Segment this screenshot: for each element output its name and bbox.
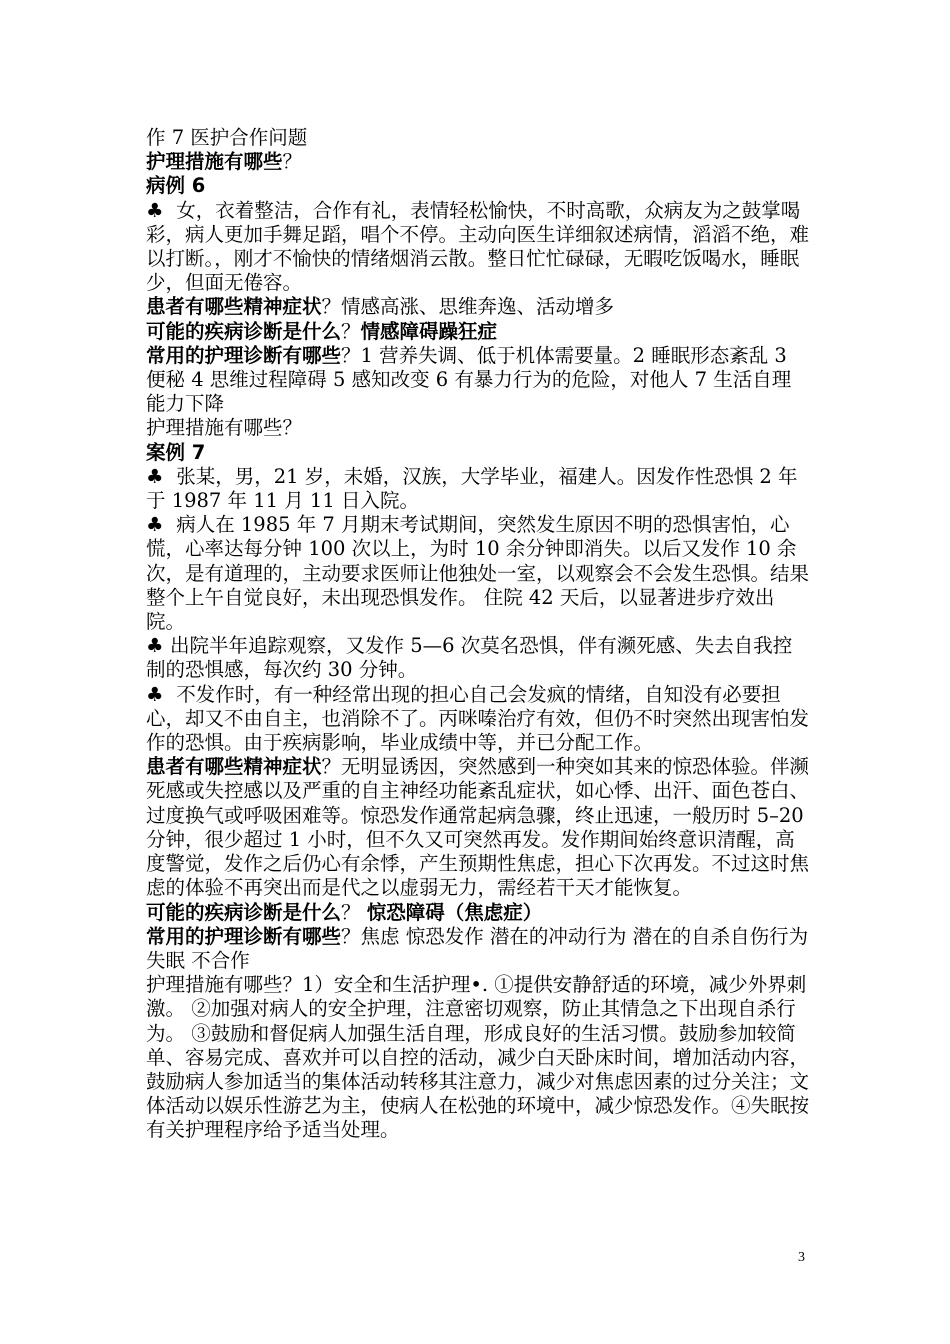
paragraph [146,295,810,319]
bold-heading: 案例 7 [146,440,206,464]
paragraph-text: ？1 营养失调、低于机体需要量。2 睡眠形态紊乱 3 便秘 4 思维过程障碍 5 感知改变 6 有暴力行为的危险，对他人 7 生活自理能力下降 [146,343,792,416]
paragraph [146,199,810,296]
bold-heading: 护理措施有哪些 [146,150,283,174]
paragraph [146,174,810,198]
paragraph [146,683,810,756]
club-bullet-icon: ♣ [146,198,164,222]
bold-diagnosis: 惊恐障碍（焦虑症） [366,900,543,924]
bold-diagnosis: 情感障碍躁狂症 [360,319,498,343]
bold-heading: 患者有哪些精神症状 [146,295,322,319]
paragraph-text: 护理措施有哪些？ [146,416,303,440]
paragraph-text: ？ [282,150,303,174]
document-body [146,126,810,1143]
club-bullet-icon: ♣ [146,513,164,537]
paragraph [146,150,810,174]
bold-heading: 病例 6 [146,174,206,198]
paragraph-text: 女，衣着整洁，合作有礼，表情轻松愉快，不时高歌，众病友为之鼓掌喝彩，病人更加手舞足蹈，唱个不停。主动向医生详细叙述病情，滔滔不绝，难以打断。，刚才不愉快的情绪烟消云散。整日忙忙碌碌，无暇吃饭喝水，睡眠少，但面无倦容。 [146,198,810,295]
paragraph [146,441,810,465]
paragraph-text: ？ [341,319,361,343]
paragraph-text: 不发作时，有一种经常出现的担心自己会发疯的情绪，自知没有必要担心，却又不由自主，也消除不了。丙咪嗪治疗有效，但仍不时突然出现害怕发作的恐惧。由于疾病影响，毕业成绩中等，并已分配工作。 [146,682,810,755]
paragraph-text: ？焦虑 惊恐发作 潜在的冲动行为 潜在的自杀自伤行为 失眠 不合作 [146,924,809,972]
paragraph-text: 张某，男，21 岁，未婚，汉族，大学毕业，福建人。因发作性恐惧 2 年于 1987 年 11 月 11 日入院。 [146,464,798,513]
page-number: 3 [798,1250,805,1265]
paragraph [146,320,810,344]
club-bullet-icon: ♣ [146,682,164,706]
bold-heading: 常用的护理诊断有哪些 [146,343,342,367]
paragraph-text: 作 7 医护合作问题 [146,126,308,149]
paragraph [146,755,810,900]
paragraph-text: 病人在 1985 年 7 月期末考试期间，突然发生原因不明的恐惧害怕，心慌，心率达每分钟 100 次以上，为时 10 余分钟即消失。以后又发作 10 余次，是有道理的，主动要求医师让他独处一室，以观察会不会发生恐惧。结果整个上午自觉良好，未出现恐惧发作。 住院 42 天后，以显著进步疗效出院。 [146,513,810,634]
paragraph-text: ？情感高涨、思维奔逸、活动增多 [321,295,615,319]
paragraph [146,465,810,513]
paragraph [146,344,810,417]
paragraph-text: ？无明显诱因，突然感到一种突如其来的惊恐体验。伴濒死感或失控感以及严重的自主神经功能紊乱症状，如心悸、出汗、面色苍白、过度换气或呼吸困难等。惊恐发作通常起病急骤，终止迅速，一般历时 5–20 分钟，很少超过 1 小时，但不久又可突然再发。发作期间始终意识清醒，高度警觉，发作之后仍心有余悸，产生预期性焦虑，担心下次再发。不过这时焦虑的体验不再突出而是代之以虚弱无力，需经若干天才能恢复。 [146,755,810,900]
club-bullet-icon: ♣ [146,634,164,658]
paragraph [146,925,810,973]
bold-heading: 可能的疾病诊断是什么 [146,319,342,343]
bold-heading: 可能的疾病诊断是什么 [146,900,342,924]
paragraph [146,901,810,925]
paragraph-text: 出院半年追踪观察，又发作 5—6 次莫名恐惧，伴有濒死感、失去自我控制的恐惧感，每次约 30 分钟。 [146,634,793,682]
club-bullet-icon: ♣ [146,464,164,488]
bold-heading: 常用的护理诊断有哪些 [146,924,342,948]
paragraph-text: 护理措施有哪些？1）安全和生活护理•. ①提供安静舒适的环境，减少外界刺激。 ②加强对病人的安全护理，注意密切观察，防止其情急之下出现自杀行为。 ③鼓励和督促病人加强生活自理，形成良好的生活习惯。鼓励参加较简单、容易完成、喜欢并可以自控的活动，减少白天卧床时间，增加活动内容，鼓励病人参加适当的集体活动转移其注意力，减少对焦虑因素的过分关注；文体活动以娱乐性游艺为主，使病人在松弛的环境中，减少惊恐发作。④失眠按有关护理程序给予适当处理。 [146,973,810,1142]
paragraph [146,416,810,440]
paragraph-text: ？ [341,900,367,924]
paragraph [146,634,810,682]
bold-heading: 患者有哪些精神症状 [146,755,322,779]
paragraph [146,513,810,634]
paragraph [146,973,810,1142]
paragraph [146,126,810,150]
